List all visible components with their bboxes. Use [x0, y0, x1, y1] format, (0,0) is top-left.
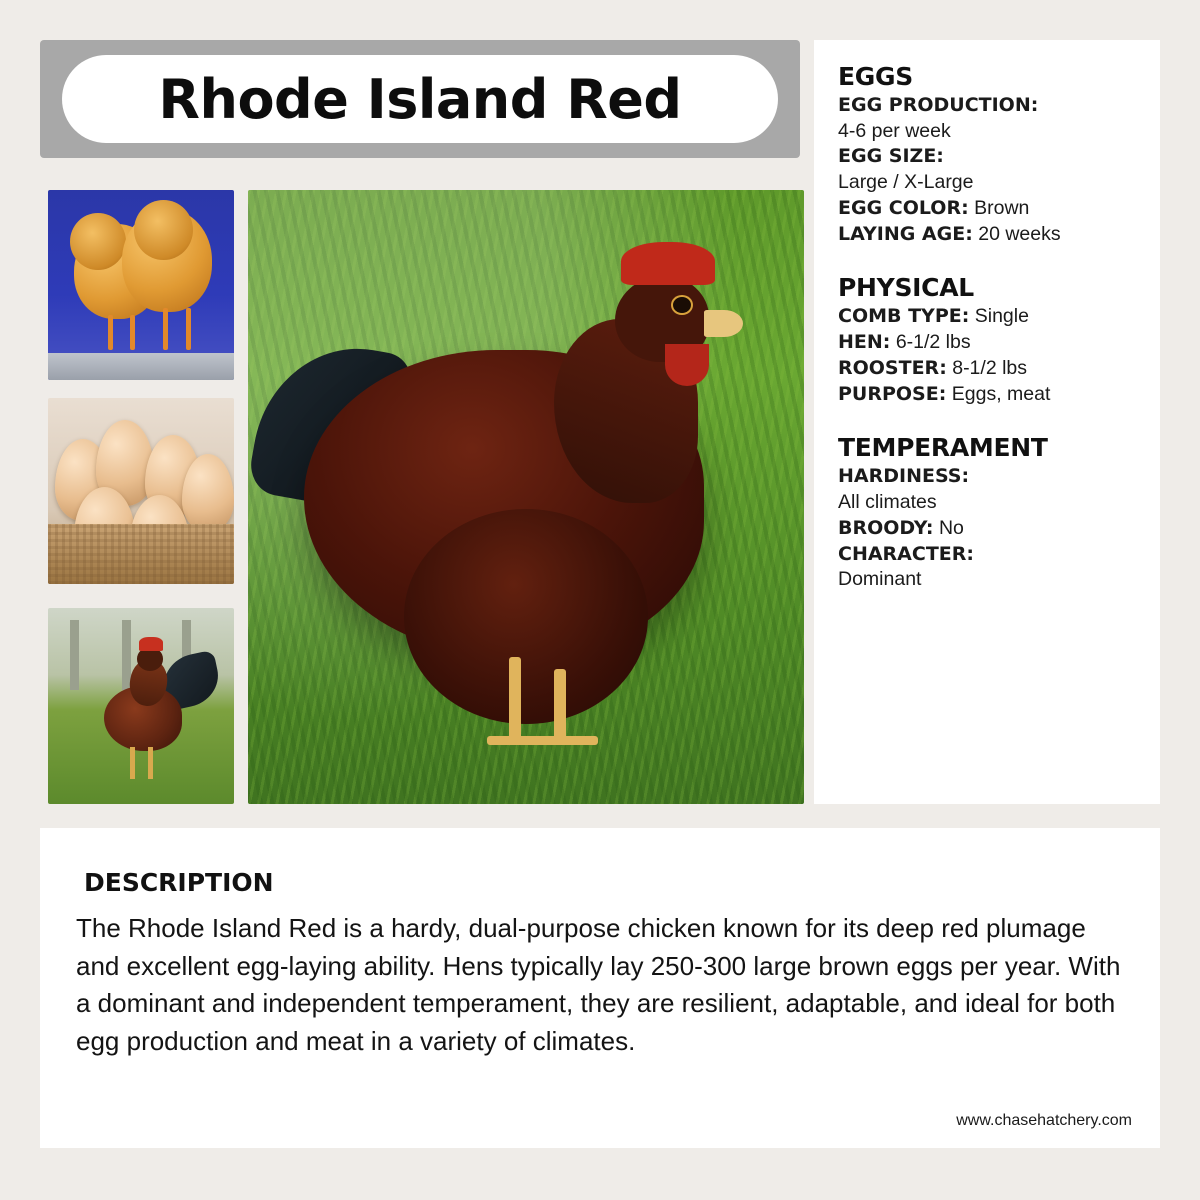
spec-value: Single	[974, 305, 1029, 328]
chick-right-head	[134, 200, 194, 261]
chick-leg	[186, 308, 191, 350]
spec-broody	[838, 516, 1136, 542]
spec-value: 4-6 per week	[838, 119, 951, 142]
hen-beak	[704, 310, 743, 338]
chick-leg	[108, 315, 113, 349]
spec-value: Eggs, meat	[951, 382, 1051, 405]
fence-post	[70, 620, 79, 691]
title-bar	[40, 40, 800, 158]
hen-comb	[621, 242, 716, 285]
spec-comb-type	[838, 304, 1136, 330]
spec-label: EGG PRODUCTION:	[838, 94, 1039, 116]
brown-eggs-photo	[48, 398, 234, 584]
spec-value: No	[938, 516, 964, 539]
chick-left-head	[70, 213, 126, 270]
section-temperament	[838, 433, 1136, 593]
specs-panel	[814, 40, 1160, 804]
burlap-sack	[48, 524, 234, 584]
hen-leg	[509, 657, 521, 743]
spec-label: LAYING AGE:	[838, 222, 973, 245]
spec-label: HARDINESS:	[838, 465, 970, 488]
description-heading: DESCRIPTION	[84, 868, 274, 897]
page-title: Rhode Island Red	[158, 67, 682, 131]
hen-leg	[554, 669, 566, 743]
section-heading: TEMPERAMENT	[838, 433, 1048, 463]
spec-egg-color	[838, 196, 1136, 222]
rooster-comb	[139, 637, 163, 651]
section-physical	[838, 273, 1136, 407]
description-panel	[40, 828, 1160, 1148]
spec-egg-size	[838, 144, 1136, 195]
photo-surface	[48, 353, 234, 380]
section-heading: PHYSICAL	[838, 273, 974, 303]
section-heading: EGGS	[838, 62, 913, 91]
spec-label: PURPOSE:	[838, 382, 947, 405]
thumbnail-baby-chicks	[48, 190, 234, 380]
spec-hen-weight	[838, 330, 1136, 356]
hen-breast	[404, 509, 649, 724]
thumbnail-rooster	[48, 608, 234, 804]
spec-value: All climates	[838, 491, 937, 514]
spec-character	[838, 542, 1136, 593]
spec-label: BROODY:	[838, 516, 934, 539]
spec-label: EGG SIZE:	[838, 145, 944, 168]
spec-value: Brown	[974, 196, 1030, 219]
baby-chicks-photo	[48, 190, 234, 380]
spec-hardiness	[838, 464, 1136, 515]
spec-egg-production	[838, 93, 1136, 144]
rooster-leg	[130, 747, 135, 778]
website-url: www.chasehatchery.com	[956, 1112, 1132, 1129]
spec-value: 8-1/2 lbs	[952, 356, 1028, 379]
spec-label: ROOSTER:	[838, 356, 947, 379]
spec-value: 6-1/2 lbs	[895, 331, 971, 354]
spec-value: Large / X-Large	[838, 171, 974, 194]
chick-leg	[130, 315, 135, 349]
rhode-island-red-hen-photo	[248, 190, 804, 804]
thumbnail-brown-eggs	[48, 398, 234, 584]
hen-foot	[537, 736, 598, 745]
description-body: The Rhode Island Red is a hardy, dual-purpose chicken known for its deep red plumage and excellent egg-laying ability. Hens typically lay 250-300 large brown eggs per year. With a dominant and independent temperament, they are resilient, adaptable, and ideal for both egg production and meat in a variety of climates.	[76, 913, 1121, 1057]
spec-label: COMB TYPE:	[838, 305, 970, 328]
spec-label: CHARACTER:	[838, 542, 974, 565]
rooster-leg	[148, 747, 153, 778]
chick-leg	[163, 308, 168, 350]
spec-value: Dominant	[838, 568, 922, 591]
title-pill	[62, 55, 778, 143]
spec-purpose	[838, 382, 1136, 408]
spec-label: EGG COLOR:	[838, 196, 969, 219]
spec-value: 20 weeks	[978, 222, 1061, 245]
hero-photo	[248, 190, 804, 804]
spec-laying-age	[838, 222, 1136, 248]
hen-wattle	[665, 344, 709, 387]
spec-label: HEN:	[838, 331, 891, 354]
rooster-photo	[48, 608, 234, 804]
section-eggs	[838, 62, 1136, 247]
spec-rooster-weight	[838, 356, 1136, 382]
egg	[182, 454, 234, 532]
